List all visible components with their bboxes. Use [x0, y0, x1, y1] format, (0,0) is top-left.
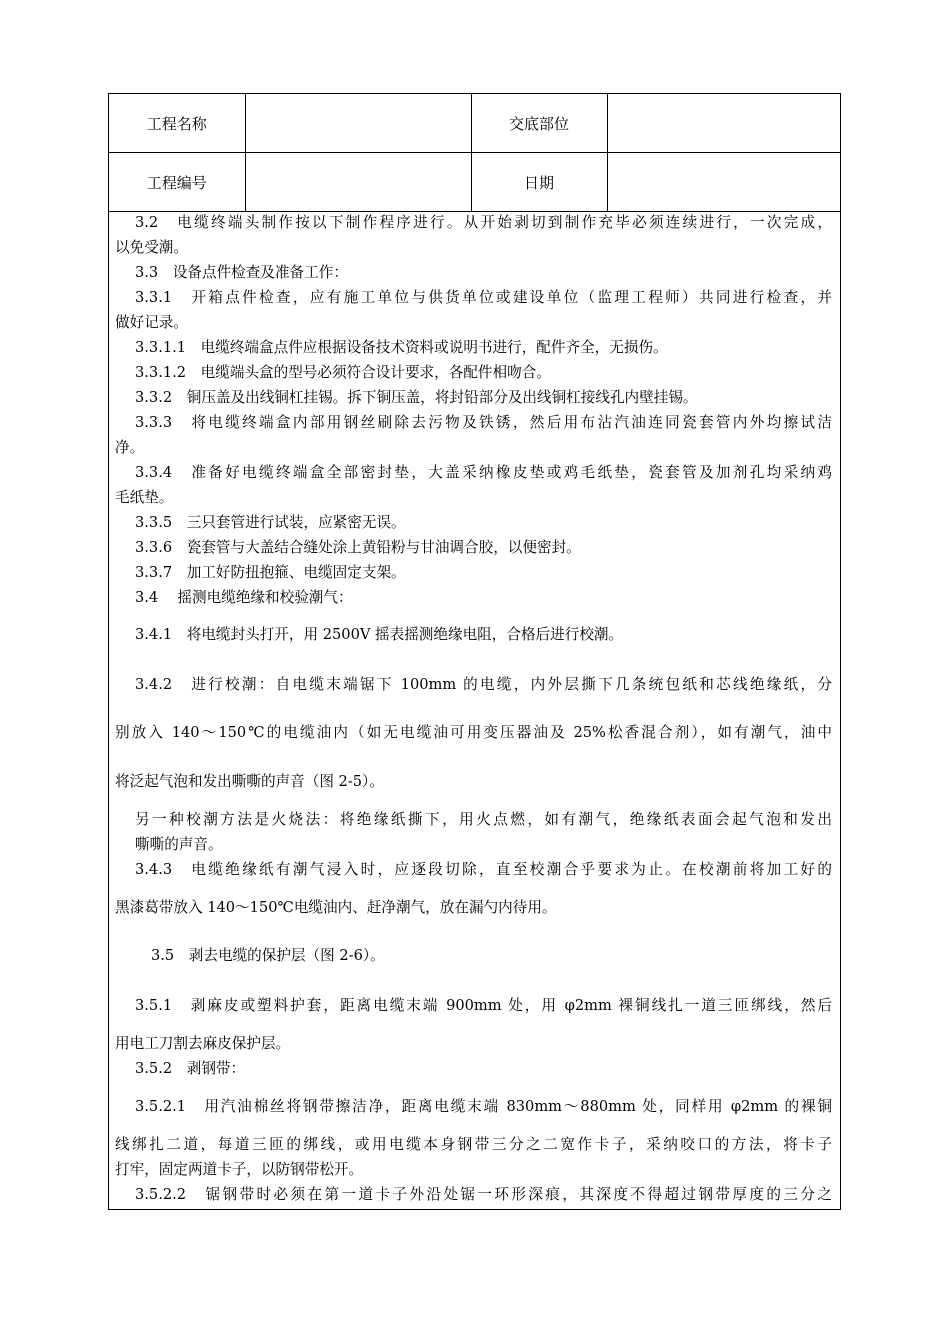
text-line: 净。	[115, 439, 145, 456]
text-line: 打牢，固定两道卡子，以防钢带松开。	[115, 1161, 364, 1178]
location-label: 交底部位	[471, 94, 607, 153]
text-line: 3.3.2 铜压盖及出线铜杠挂锡。拆下铜压盖，将封铅部分及出线铜杠接线孔内壁挂锡。	[135, 389, 698, 406]
text-line: 3.3.1.2 电缆端头盒的型号必须符合设计要求，各配件相吻合。	[135, 364, 551, 381]
text-line: 线绑扎二道，每道三匝的绑线，或用电缆本身钢带三分之二宽作卡子，采纳咬口的方法，将卡子	[115, 1136, 832, 1153]
text-line: 3.4.3 电缆绝缘纸有潮气浸入时，应逐段切除，直至校潮合乎要求为止。在校潮前将加工好的	[135, 861, 832, 878]
text-line: 另一种校潮方法是火烧法：将绝缘纸撕下，用火点燃，如有潮气，绝缘纸表面会起气泡和发出	[135, 811, 832, 828]
header-row-1	[109, 94, 840, 153]
text-line: 以免受潮。	[115, 239, 188, 256]
header-row-2	[109, 153, 840, 212]
text-line: 3.4.1 将电缆封头打开，用 2500V 摇表摇测绝缘电阻，合格后进行校潮。	[135, 626, 624, 643]
text-line: 3.3.5 三只套管进行试装，应紧密无误。	[135, 514, 406, 531]
project-no-field[interactable]	[245, 153, 471, 212]
text-line: 嘶嘶的声音。	[135, 836, 223, 853]
text-line: 3.5 剥去电缆的保护层（图 2-6）。	[151, 947, 385, 964]
text-line: 3.3.6 瓷套管与大盖结合缝处涂上黄铅粉与甘油调合胶，以便密封。	[135, 539, 581, 556]
project-name-label: 工程名称	[109, 94, 245, 153]
text-line: 3.5.2.2 锯钢带时必须在第一道卡子外沿处锯一环形深痕，其深度不得超过钢带厚度的三分之	[135, 1186, 832, 1203]
text-line: 3.5.1 剥麻皮或塑料护套，距离电缆末端 900mm 处，用 φ2mm 裸铜线扎一道三匝绑线，然后	[135, 997, 832, 1014]
text-line: 3.3.1 开箱点件检查，应有施工单位与供货单位或建设单位（监理工程师）共同进行检查，并	[135, 289, 832, 306]
date-field[interactable]	[607, 153, 840, 212]
text-line: 3.3.3 将电缆终端盒内部用钢丝刷除去污物及铁锈，然后用布沾汽油连同瓷套管内外均擦试洁	[135, 414, 832, 431]
text-line: 3.4.2 进行校潮：自电缆末端锯下 100mm 的电缆，内外层撕下几条统包纸和芯线绝缘纸，分	[135, 676, 832, 693]
text-line: 3.3.7 加工好防扭抱箍、电缆固定支架。	[135, 564, 406, 581]
date-label: 日期	[471, 153, 607, 212]
text-line: 3.3 设备点件检查及准备工作：	[135, 264, 348, 281]
text-line: 将泛起气泡和发出嘶嘶的声音（图 2-5）。	[115, 773, 384, 790]
project-no-label: 工程编号	[109, 153, 245, 212]
header-table	[109, 94, 840, 212]
document-frame	[108, 93, 841, 1210]
text-line: 做好记录。	[115, 314, 188, 331]
project-name-field[interactable]	[245, 94, 471, 153]
text-line: 黑漆葛带放入 140～150℃电缆油内、赶净潮气，放在漏勺内待用。	[115, 899, 557, 916]
text-line: 3.4 摇测电缆绝缘和校验潮气：	[135, 589, 353, 606]
text-line: 3.5.2.1 用汽油棉丝将钢带擦洁净，距离电缆末端 830mm～880mm 处，同样用 φ2mm 的裸铜	[135, 1098, 832, 1115]
text-line: 3.5.2 剥钢带：	[135, 1060, 246, 1077]
text-line: 3.3.1.1 电缆终端盒点件应根据设备技术资料或说明书进行，配件齐全，无损伤。	[135, 339, 668, 356]
text-line: 3.2 电缆终端头制作按以下制作程序进行。从开始剥切到制作充毕必须连续进行，一次完成，	[135, 214, 832, 231]
location-field[interactable]	[607, 94, 840, 153]
text-line: 毛纸垫。	[115, 489, 174, 506]
text-line: 用电工刀割去麻皮保护层。	[115, 1035, 291, 1052]
text-line: 别放入 140～150℃的电缆油内（如无电缆油可用变压器油及 25%松香混合剂），如有潮气，油中	[115, 724, 832, 741]
text-line: 3.3.4 准备好电缆终端盒全部密封垫，大盖采纳橡皮垫或鸡毛纸垫，瓷套管及加剂孔均采纳鸡	[135, 464, 832, 481]
